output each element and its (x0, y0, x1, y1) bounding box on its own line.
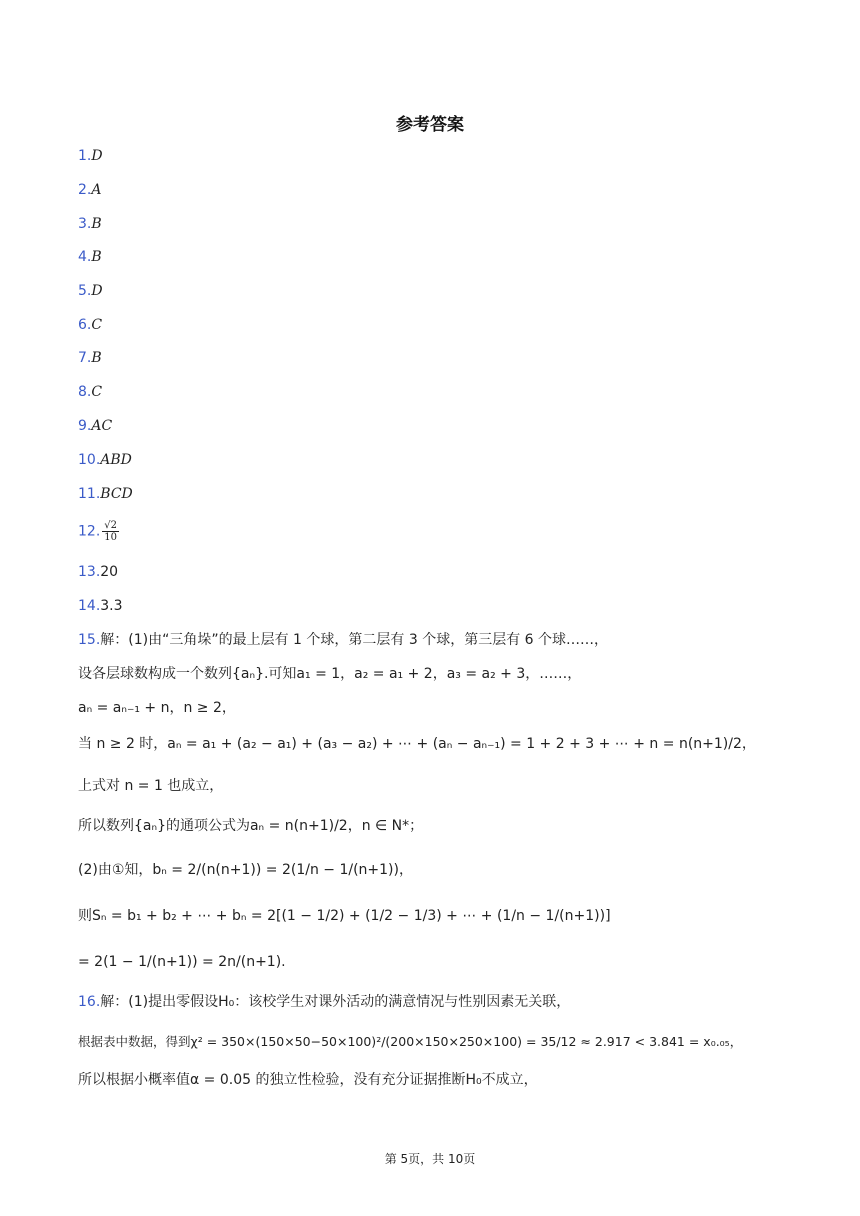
q16-line: 16.解：(1)提出零假设H₀：该校学生对课外活动的满意情况与性别因素无关联， (78, 994, 571, 1010)
answer-row: 12. $\frac{√2}{10}$ (78, 520, 117, 543)
q15-line: = 2(1 − 1/(n+1)) = 2n/(n+1). (78, 954, 286, 970)
answer-row: 4.B (78, 249, 102, 265)
answer-row: 7.B (78, 350, 102, 366)
answer-row: 8.C (78, 384, 103, 400)
q15-line: (2)由①知，bₙ = 2/(n(n+1)) = 2(1/n − 1/(n+1))， (78, 862, 413, 878)
answer-fraction: $\frac{√2}{10}$ (104, 520, 117, 543)
answer-row: 14.3.3 (78, 598, 123, 614)
q16-line: 根据表中数据，得到χ² = 350×(150×50−50×100)²/(200×150×250×100) = 35/12 ≈ 2.917 < 3.841 = x₀.₀₅， (78, 1034, 743, 1049)
answer-row: 3.B (78, 216, 102, 232)
q15-line: 15.解：(1)由“三角垛”的最上层有 1 个球，第二层有 3 个球，第三层有 6 个球……， (78, 632, 609, 648)
q16-line: 所以根据小概率值α = 0.05 的独立性检验，没有充分证据推断H₀不成立， (78, 1072, 538, 1088)
answer-row: 9.AC (78, 418, 113, 434)
page-footer: 第 5页，共 10页 (384, 1152, 476, 1166)
answer-row: 2.A (78, 182, 102, 198)
answer-row: 1.D (78, 148, 103, 164)
answer-row: 10.ABD (78, 452, 132, 468)
page-title: 参考答案 (396, 115, 464, 135)
q15-line: 当 n ≥ 2 时，aₙ = a₁ + (a₂ − a₁) + (a₃ − a₂) + ⋯ + (aₙ − aₙ₋₁) = 1 + 2 + 3 + ⋯ + n = n(n+1)/2， (78, 736, 756, 752)
q15-line: 则Sₙ = b₁ + b₂ + ⋯ + bₙ = 2[(1 − 1/2) + (1/2 − 1/3) + ⋯ + (1/n − 1/(n+1))] (78, 908, 611, 924)
q15-line: aₙ = aₙ₋₁ + n，n ≥ 2， (78, 700, 236, 716)
answer-row: 6.C (78, 317, 103, 333)
q15-line: 上式对 n = 1 也成立， (78, 778, 224, 794)
q15-line: 设各层球数构成一个数列{aₙ}.可知a₁ = 1，a₂ = a₁ + 2，a₃ = a₂ + 3，……， (78, 666, 582, 682)
answer-row: 13.20 (78, 564, 119, 580)
answer-row: 5.D (78, 283, 103, 299)
q15-line: 所以数列{aₙ}的通项公式为aₙ = n(n+1)/2，n ∈ N*； (78, 818, 424, 834)
answer-row: 11.BCD (78, 486, 133, 502)
